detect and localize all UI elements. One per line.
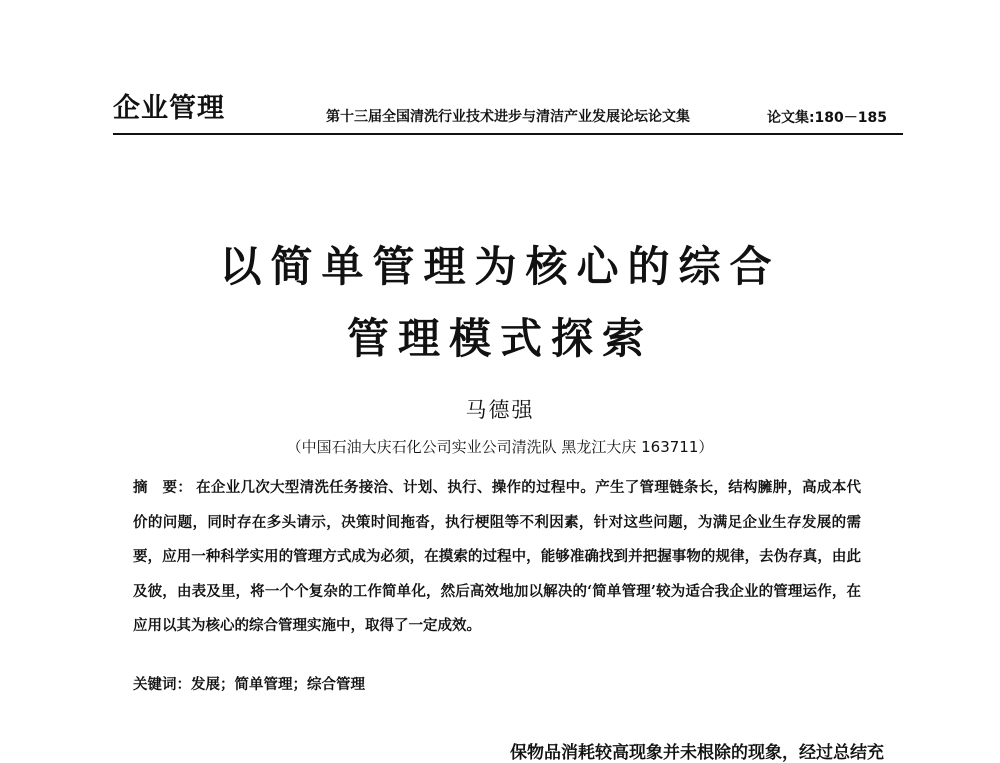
- keywords-label: 关键词：: [133, 677, 191, 693]
- body-text-fragment: 保物品消耗较高现象并未根除的现象，经过总结充: [510, 743, 884, 763]
- keywords: [133, 673, 365, 694]
- paper-title-line-1: 以简单管理为核心的综合: [219, 242, 781, 291]
- author-name: 马德强: [465, 398, 535, 422]
- abstract-label: 摘 要：: [133, 480, 193, 496]
- page-range: 论文集:180－185: [766, 110, 887, 126]
- paper-title-line-2: 管理模式探索: [346, 314, 653, 363]
- section-heading: 企业管理: [113, 93, 225, 124]
- journal-title: 第十三届全国清洗行业技术进步与清洁产业发展论坛论文集: [326, 109, 690, 125]
- abstract: [133, 471, 861, 644]
- abstract-text: 在企业几次大型清洗任务接洽、计划、执行、操作的过程中。产生了管理链条长，结构臃肿，高成本代价的问题，同时存在多头请示，决策时间拖沓，执行梗阻等不利因素，针对这些问题，为满足企业生存发展的需要，应用一种科学实用的管理方式成为必须，在摸索的过程中，能够准确找到并把握事物的规律，去伪存真，由此及彼，由表及里，将一个个复杂的工作简单化，然后高效地加以解决的‘简单管理’较为适合我企业的管理运作，在应用以其为核心的综合管理实施中，取得了一定成效。: [133, 479, 861, 635]
- author-affiliation: （中国石油大庆石化公司实业公司清洗队 黑龙江大庆 163711）: [286, 438, 714, 456]
- keywords-text: 发展；简单管理；综合管理: [191, 676, 365, 693]
- header-divider: [113, 133, 903, 135]
